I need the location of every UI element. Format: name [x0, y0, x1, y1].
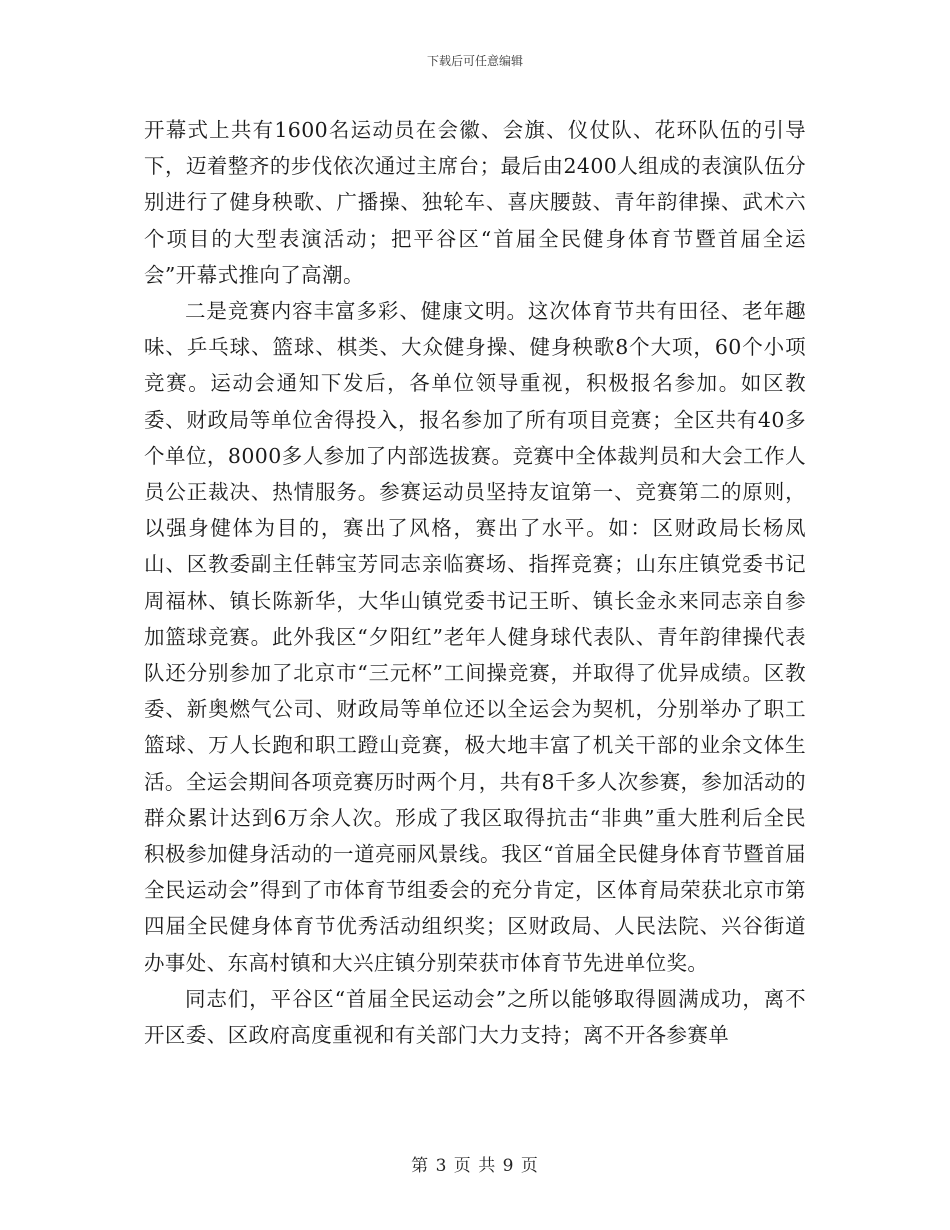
document-body [144, 112, 806, 1053]
header-text: 下载后可任意编辑 [426, 54, 523, 68]
paragraph-opening-ceremony: 开幕式上共有1600名运动员在会徽、会旗、仪仗队、花环队伍的引导下，迈着整齐的步伐依次通过主席台；最后由2400人组成的表演队伍分别进行了健身秧歌、广播操、独轮车、喜庆腰鼓、青年韵律操、武术六个项目的大型表演活动；把平谷区“首届全民健身体育节暨首届全运会”开幕式推向了高潮。 [144, 118, 806, 287]
paragraph-competition-content: 二是竞赛内容丰富多彩、健康文明。这次体育节共有田径、老年趣味、乒乓球、篮球、棋类、大众健身操、健身秧歌8个大项，60个小项竞赛。运动会通知下发后，各单位领导重视，积极报名参加。如区教委、财政局等单位舍得投入，报名参加了所有项目竞赛；全区共有40多个单位，8000多人参加了内部选拔赛。竞赛中全体裁判员和大会工作人员公正裁决、热情服务。参赛运动员坚持友谊第一、竞赛第二的原则，以强身健体为目的，赛出了风格，赛出了水平。如：区财政局长杨凤山、区教委副主任韩宝芳同志亲临赛场、指挥竞赛；山东庄镇党委书记周福林、镇长陈新华，大华山镇党委书记王昕、镇长金永来同志亲自参加篮球竞赛。此外我区“夕阳红”老年人健身球代表队、青年韵律操代表队还分别参加了北京市“三元杯”工间操竞赛，并取得了优异成绩。区教委、新奥燃气公司、财政局等单位还以全运会为契机，分别举办了职工篮球、万人长跑和职工蹬山竞赛，极大地丰富了机关干部的业余文体生活。全运会期间各项竞赛历时两个月，共有8千多人次参赛，参加活动的群众累计达到6万余人次。形成了我区取得抗击“非典”重大胜利后全民积极参加健身活动的一道亮丽风景线。我区“首届全民健身体育节暨首届全民运动会”得到了市体育节组委会的充分肯定，区体育局荣获北京市第四届全民健身体育节优秀活动组织奖；区财政局、人民法院、兴谷街道办事处、东高村镇和大兴庄镇分别荣获市体育节先进单位奖。 [144, 299, 806, 975]
paragraph-comrades: 同志们，平谷区“首届全民运动会”之所以能够取得圆满成功，离不开区委、区政府高度重视和有关部门大力支持；离不开各参赛单 [144, 986, 806, 1048]
page-footer [0, 1155, 950, 1177]
page-header [0, 51, 950, 71]
page-number: 第 3 页 共 9 页 [411, 1156, 539, 1176]
